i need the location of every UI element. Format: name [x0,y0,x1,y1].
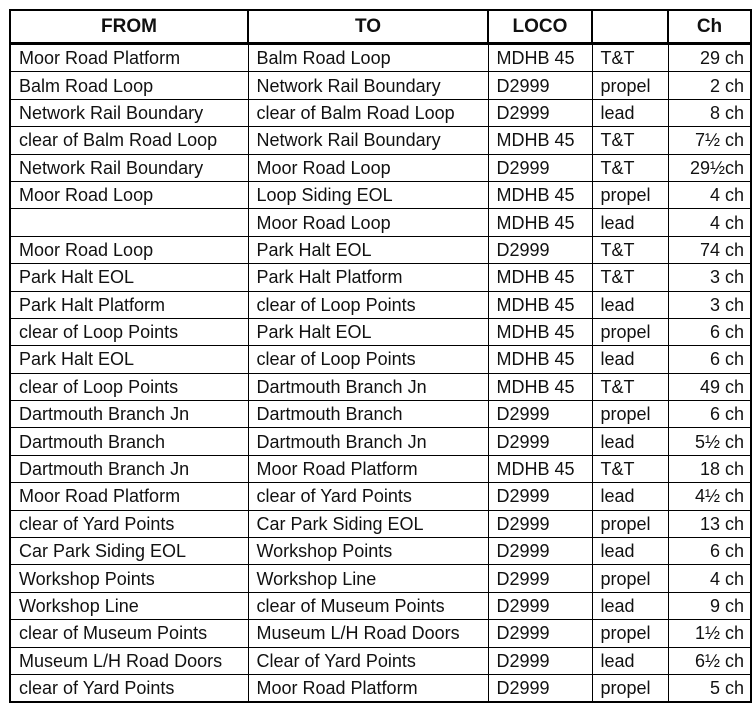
loco-cell: D2999 [488,620,592,647]
from-cell [10,209,248,236]
loco-cell: D2999 [488,538,592,565]
movement-cell: lead [592,647,668,674]
table-row [10,373,751,400]
to-cell: Car Park Siding EOL [248,510,488,537]
loco-cell: MDHB 45 [488,291,592,318]
table-row [10,99,751,126]
chains-cell: 1½ ch [668,620,751,647]
loco-cell: D2999 [488,428,592,455]
table-row [10,674,751,702]
chains-cell: 3 ch [668,264,751,291]
table-row [10,592,751,619]
movement-cell: propel [592,510,668,537]
header-loco: LOCO [488,10,592,44]
table-row [10,127,751,154]
to-cell: Network Rail Boundary [248,127,488,154]
table-row [10,291,751,318]
table-row [10,455,751,482]
from-cell: Museum L/H Road Doors [10,647,248,674]
movement-cell: lead [592,291,668,318]
to-cell: Moor Road Loop [248,209,488,236]
movement-cell: lead [592,592,668,619]
movement-cell: propel [592,181,668,208]
from-cell: Moor Road Platform [10,44,248,72]
loco-cell: MDHB 45 [488,373,592,400]
from-cell: Park Halt Platform [10,291,248,318]
from-cell: clear of Museum Points [10,620,248,647]
chains-cell: 5 ch [668,674,751,702]
loco-cell: D2999 [488,99,592,126]
to-cell: Dartmouth Branch [248,401,488,428]
table-row [10,647,751,674]
movement-cell: T&T [592,373,668,400]
from-cell: clear of Loop Points [10,373,248,400]
table-row [10,209,751,236]
loco-cell: D2999 [488,154,592,181]
to-cell: Workshop Points [248,538,488,565]
movement-cell: lead [592,346,668,373]
movement-cell: propel [592,674,668,702]
from-cell: Car Park Siding EOL [10,538,248,565]
to-cell: clear of Balm Road Loop [248,99,488,126]
loco-cell: MDHB 45 [488,455,592,482]
movement-cell: lead [592,209,668,236]
movements-table [9,9,752,703]
from-cell: clear of Yard Points [10,674,248,702]
movement-cell: T&T [592,455,668,482]
movement-cell: propel [592,620,668,647]
table-row [10,428,751,455]
table-row [10,181,751,208]
loco-cell: MDHB 45 [488,318,592,345]
chains-cell: 3 ch [668,291,751,318]
from-cell: clear of Loop Points [10,318,248,345]
header-from: FROM [10,10,248,44]
movement-cell: T&T [592,44,668,72]
to-cell: Park Halt Platform [248,264,488,291]
from-cell: Balm Road Loop [10,72,248,99]
chains-cell: 6 ch [668,538,751,565]
chains-cell: 2 ch [668,72,751,99]
loco-cell: D2999 [488,72,592,99]
movement-cell: lead [592,428,668,455]
chains-cell: 4 ch [668,209,751,236]
to-cell: Moor Road Platform [248,674,488,702]
from-cell: Park Halt EOL [10,346,248,373]
to-cell: Clear of Yard Points [248,647,488,674]
table-row [10,44,751,72]
from-cell: Network Rail Boundary [10,154,248,181]
loco-cell: D2999 [488,483,592,510]
table-row [10,346,751,373]
chains-cell: 4½ ch [668,483,751,510]
to-cell: Moor Road Loop [248,154,488,181]
to-cell: clear of Yard Points [248,483,488,510]
to-cell: clear of Loop Points [248,346,488,373]
movement-cell: propel [592,72,668,99]
to-cell: clear of Loop Points [248,291,488,318]
header-to: TO [248,10,488,44]
from-cell: Dartmouth Branch Jn [10,455,248,482]
from-cell: Network Rail Boundary [10,99,248,126]
chains-cell: 6 ch [668,318,751,345]
table-body [10,44,751,703]
table-row [10,264,751,291]
table-row [10,510,751,537]
chains-cell: 29 ch [668,44,751,72]
table-row [10,620,751,647]
from-cell: Workshop Points [10,565,248,592]
movement-cell: T&T [592,264,668,291]
chains-cell: 74 ch [668,236,751,263]
loco-cell: D2999 [488,592,592,619]
from-cell: Dartmouth Branch [10,428,248,455]
from-cell: clear of Yard Points [10,510,248,537]
table-wrapper [9,9,752,703]
table-row [10,236,751,263]
loco-cell: D2999 [488,647,592,674]
movement-cell: T&T [592,236,668,263]
chains-cell: 9 ch [668,592,751,619]
chains-cell: 13 ch [668,510,751,537]
loco-cell: MDHB 45 [488,127,592,154]
from-cell: Moor Road Platform [10,483,248,510]
chains-cell: 6½ ch [668,647,751,674]
movement-cell: lead [592,483,668,510]
to-cell: Museum L/H Road Doors [248,620,488,647]
header-chains: Ch [668,10,751,44]
table-row [10,318,751,345]
loco-cell: MDHB 45 [488,44,592,72]
chains-cell: 29½ch [668,154,751,181]
chains-cell: 8 ch [668,99,751,126]
movement-cell: propel [592,565,668,592]
chains-cell: 6 ch [668,346,751,373]
to-cell: Park Halt EOL [248,318,488,345]
to-cell: Loop Siding EOL [248,181,488,208]
to-cell: Moor Road Platform [248,455,488,482]
table-row [10,538,751,565]
to-cell: Park Halt EOL [248,236,488,263]
from-cell: Moor Road Loop [10,236,248,263]
from-cell: Dartmouth Branch Jn [10,401,248,428]
to-cell: Network Rail Boundary [248,72,488,99]
loco-cell: D2999 [488,674,592,702]
loco-cell: MDHB 45 [488,181,592,208]
table-row [10,72,751,99]
table-row [10,401,751,428]
chains-cell: 5½ ch [668,428,751,455]
to-cell: Dartmouth Branch Jn [248,373,488,400]
chains-cell: 6 ch [668,401,751,428]
movement-cell: lead [592,99,668,126]
loco-cell: MDHB 45 [488,346,592,373]
from-cell: Workshop Line [10,592,248,619]
header-movement [592,10,668,44]
table-row [10,483,751,510]
chains-cell: 7½ ch [668,127,751,154]
chains-cell: 18 ch [668,455,751,482]
chains-cell: 49 ch [668,373,751,400]
chains-cell: 4 ch [668,181,751,208]
loco-cell: MDHB 45 [488,264,592,291]
table-row [10,154,751,181]
loco-cell: MDHB 45 [488,209,592,236]
to-cell: Balm Road Loop [248,44,488,72]
loco-cell: D2999 [488,565,592,592]
to-cell: clear of Museum Points [248,592,488,619]
table-row [10,565,751,592]
chains-cell: 4 ch [668,565,751,592]
from-cell: Park Halt EOL [10,264,248,291]
movement-cell: lead [592,538,668,565]
loco-cell: D2999 [488,236,592,263]
from-cell: clear of Balm Road Loop [10,127,248,154]
movement-cell: propel [592,318,668,345]
to-cell: Workshop Line [248,565,488,592]
loco-cell: D2999 [488,510,592,537]
movement-cell: propel [592,401,668,428]
header-row [10,10,751,44]
to-cell: Dartmouth Branch Jn [248,428,488,455]
loco-cell: D2999 [488,401,592,428]
movement-cell: T&T [592,127,668,154]
movement-cell: T&T [592,154,668,181]
from-cell: Moor Road Loop [10,181,248,208]
